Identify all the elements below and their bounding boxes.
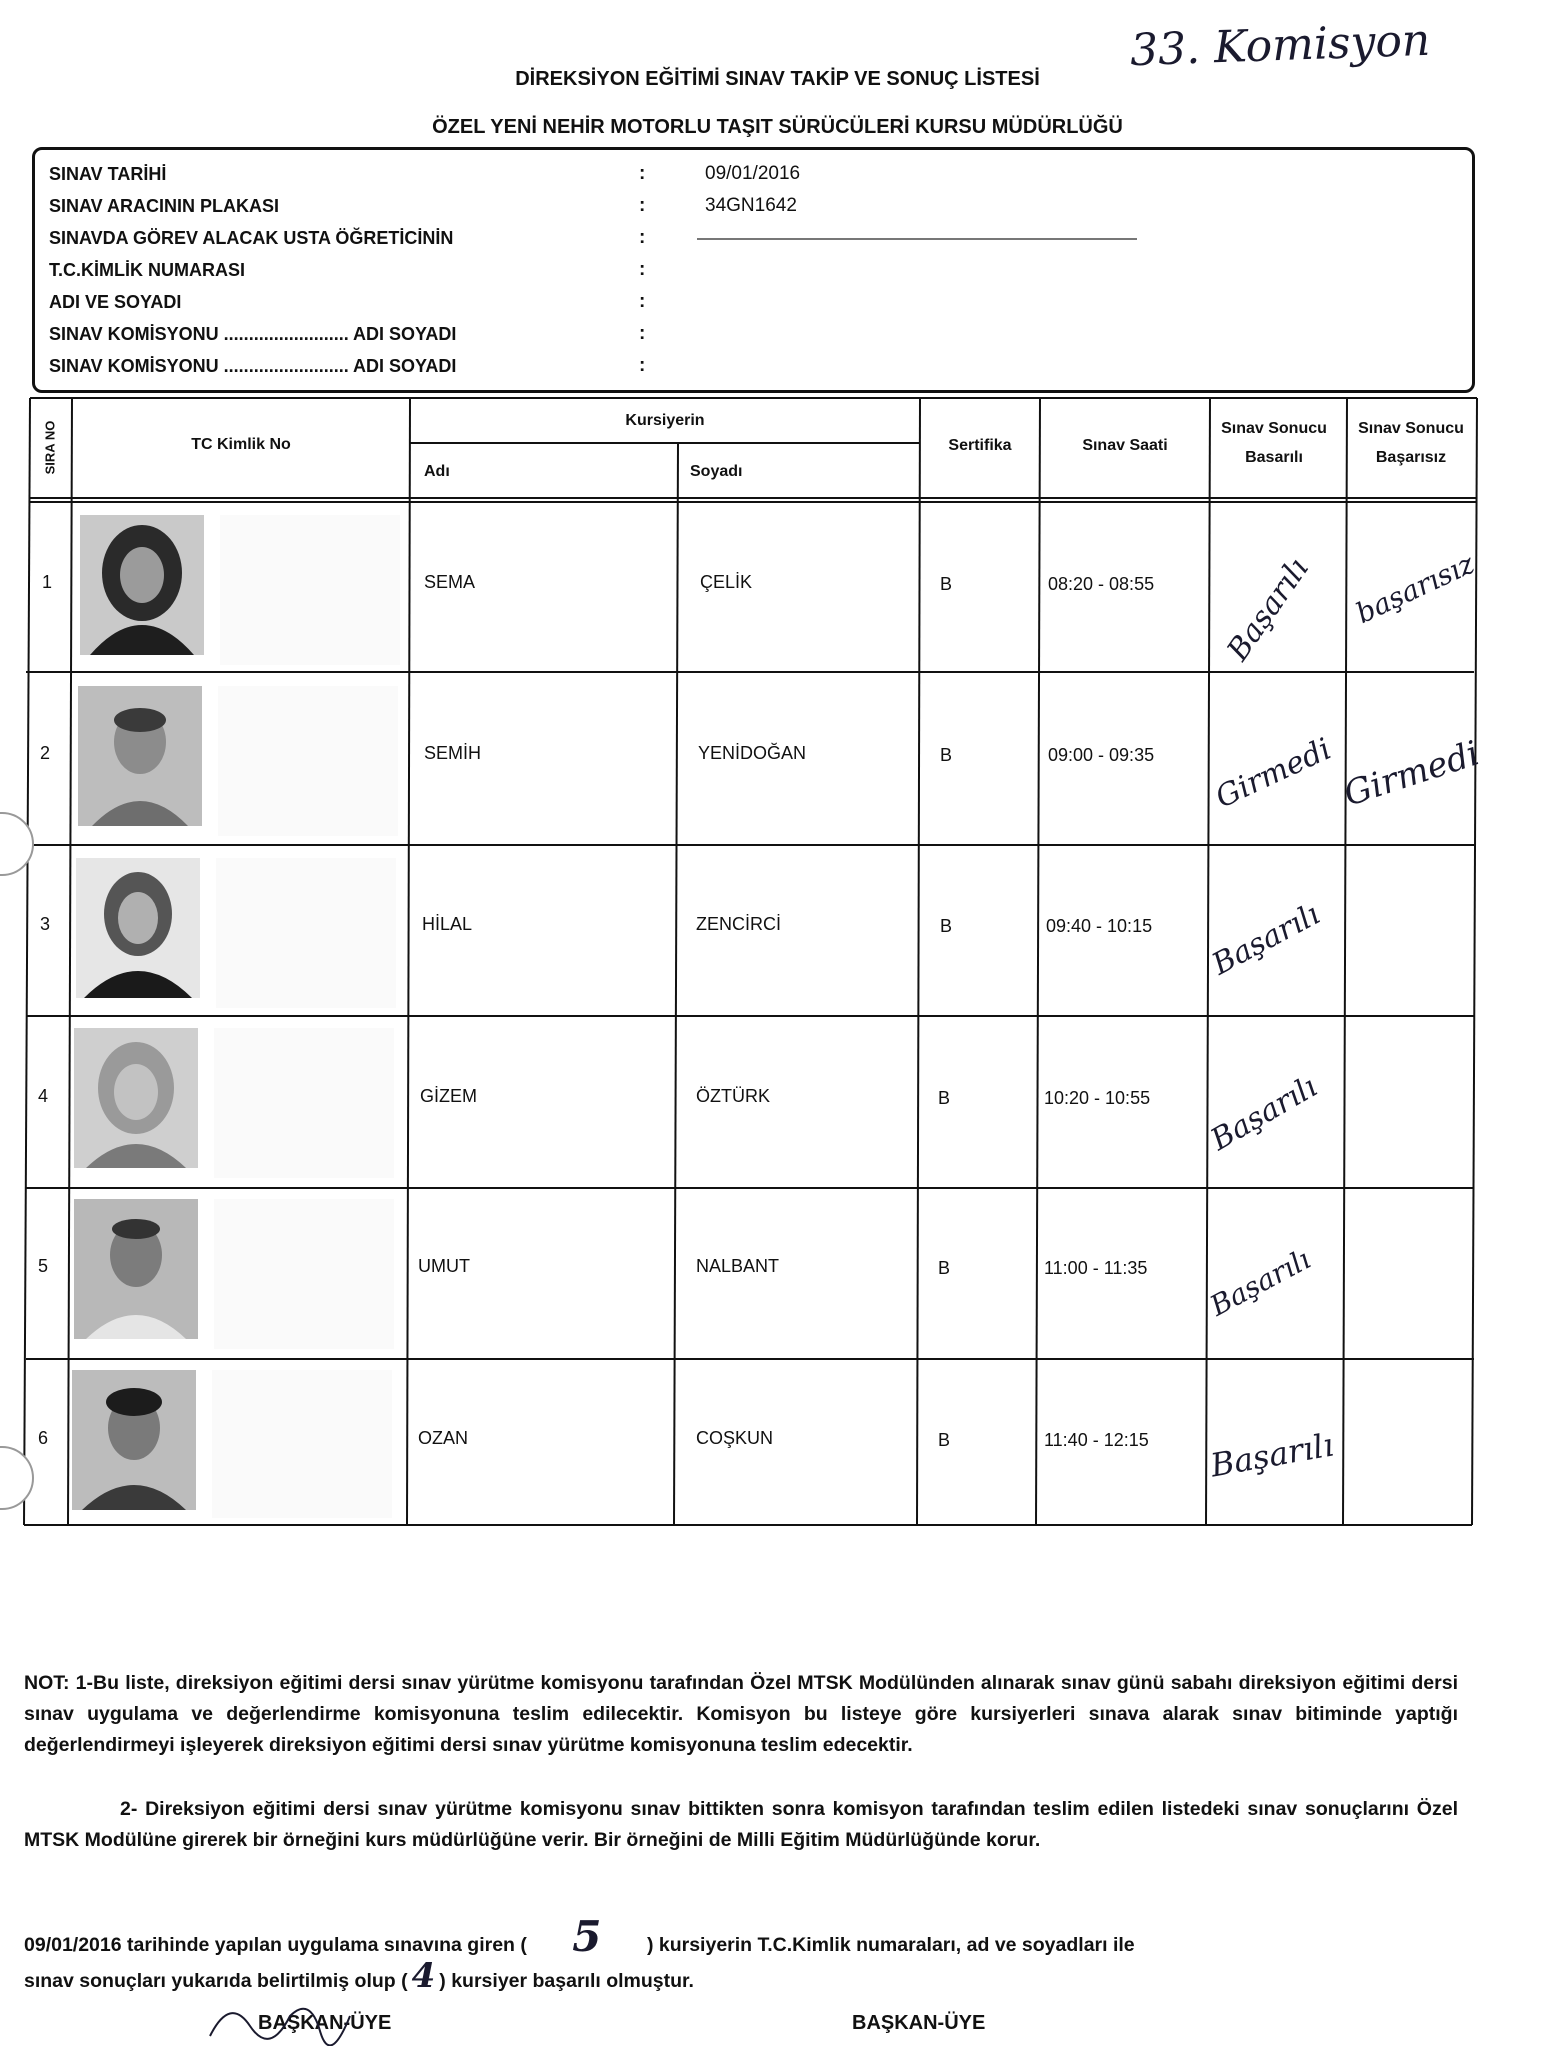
handwritten-result-pass: Başarılı bbox=[1220, 551, 1316, 668]
header-basarisiz: Sınav Sonucu Başarısız bbox=[1358, 420, 1464, 466]
handwritten-commission-note: 33. Komisyon bbox=[1129, 14, 1432, 77]
info-label-exam-date: SINAV TARİHİ bbox=[49, 164, 167, 184]
redacted-tc-number bbox=[214, 1028, 394, 1178]
candidate-first-name: UMUT bbox=[418, 1256, 470, 1276]
handwritten-result-fail: Girmedi bbox=[1339, 733, 1485, 815]
handwritten-result-pass: Başarılı bbox=[1207, 1425, 1337, 1485]
handwritten-result-fail: başarısız bbox=[1350, 546, 1480, 631]
handwritten-passed-count: 4 bbox=[411, 1956, 436, 1996]
certificate-class: B bbox=[938, 1258, 951, 1278]
candidate-first-name: SEMİH bbox=[424, 743, 482, 763]
exam-time: 09:40 - 10:15 bbox=[1046, 916, 1153, 936]
certificate-class: B bbox=[938, 1088, 951, 1108]
note-paragraph-2: 2- Direksiyon eğitimi dersi sınav yürütme komisyonu sınav bittikten sonra komisyon tarafından teslim edilen listedeki sınav sonuçlarını Özel MTSK Modülüne girerek bir örneğini kurs müdürlüğüne verir. Bir örneğini de Milli Eğitim Müdürlüğünde korur. bbox=[24, 1798, 1458, 1851]
handwritten-result-pass: Başarılı bbox=[1204, 1242, 1316, 1323]
info-colon: : bbox=[639, 291, 646, 312]
candidate-photo bbox=[72, 1370, 196, 1510]
header-tc-kimlik: TC Kimlik No bbox=[191, 436, 291, 453]
exam-time: 11:00 - 11:35 bbox=[1044, 1258, 1148, 1278]
info-colon: : bbox=[639, 323, 646, 344]
row-no: 1 bbox=[42, 572, 53, 592]
header-sertifika: Sertifika bbox=[948, 437, 1012, 454]
candidate-first-name: GİZEM bbox=[420, 1086, 477, 1106]
info-label-plate: SINAV ARACININ PLAKASI bbox=[49, 196, 280, 216]
header-kursiyerin: Kursiyerin bbox=[625, 412, 705, 429]
certificate-class: B bbox=[940, 916, 953, 936]
row-no: 4 bbox=[38, 1086, 49, 1106]
info-colon: : bbox=[639, 259, 646, 280]
candidate-last-name: ÖZTÜRK bbox=[696, 1086, 770, 1106]
document-title: DİREKSİYON EĞİTİMİ SINAV TAKİP VE SONUÇ LİSTESİ bbox=[515, 68, 1040, 90]
row-no: 3 bbox=[40, 914, 51, 934]
info-label-tc-no: T.C.KİMLİK NUMARASI bbox=[49, 260, 245, 280]
header-sinav-saati: Sınav Saati bbox=[1082, 437, 1168, 454]
handwritten-result-pass: Girmedi bbox=[1210, 731, 1337, 816]
header-basarili: Sınav Sonucu Basarılı bbox=[1221, 420, 1327, 466]
candidate-photo bbox=[76, 858, 200, 998]
redacted-tc-number bbox=[214, 1199, 394, 1349]
info-colon: : bbox=[639, 195, 646, 216]
summary-part: sınav sonuçları yukarıda belirtilmiş olup ( bbox=[24, 1970, 408, 1992]
candidate-first-name: OZAN bbox=[418, 1428, 469, 1448]
note-paragraph-1: NOT: 1-Bu liste, direksiyon eğitimi dersi sınav yürütme komisyonu tarafından Özel MTSK Modülünden alınarak sınav günü sabahı direksiyon eğitimi dersi sınav uygulama ve değerlendirme komisyonuna teslim edilecektir. Komisyon bu listeye göre kursiyerleri sınava alarak sınav bitiminde yaptığı değerlendirmeyi işleyerek direksiyon eğitimi dersi sınav yürütme komisyonuna teslim edecektir. bbox=[24, 1672, 1458, 1756]
summary-part: 09/01/2016 tarihinde yapılan uygulama sınavına giren ( bbox=[24, 1934, 527, 1956]
handwritten-signature bbox=[200, 1986, 360, 2046]
exam-time: 09:00 - 09:35 bbox=[1048, 745, 1155, 765]
redacted-tc-number bbox=[212, 1370, 392, 1518]
exam-time: 11:40 - 12:15 bbox=[1044, 1430, 1149, 1450]
summary-part: ) kursiyer başarılı olmuştur. bbox=[439, 1970, 694, 1992]
redacted-tc-number bbox=[218, 686, 398, 836]
redacted-tc-number bbox=[216, 858, 396, 1008]
certificate-class: B bbox=[940, 745, 953, 765]
exam-time: 08:20 - 08:55 bbox=[1048, 574, 1155, 594]
document-subtitle: ÖZEL YENİ NEHİR MOTORLU TAŞIT SÜRÜCÜLERİ KURSU MÜDÜRLÜĞÜ bbox=[432, 116, 1123, 138]
header-sira-no: SIRA NO bbox=[42, 420, 58, 475]
info-label-name: ADI VE SOYADI bbox=[49, 292, 182, 312]
handwritten-entered-count: 5 bbox=[572, 1912, 602, 1961]
signature-label-right: BAŞKAN-ÜYE bbox=[852, 2012, 986, 2034]
candidate-first-name: HİLAL bbox=[422, 914, 473, 934]
candidate-last-name: ZENCİRCİ bbox=[696, 914, 781, 934]
candidate-last-name: COŞKUN bbox=[696, 1428, 774, 1448]
header-adi: Adı bbox=[424, 463, 450, 480]
certificate-class: B bbox=[938, 1430, 951, 1450]
exam-time: 10:20 - 10:55 bbox=[1044, 1088, 1151, 1108]
row-no: 2 bbox=[40, 743, 51, 763]
candidate-last-name: YENİDOĞAN bbox=[698, 743, 807, 763]
candidate-last-name: ÇELİK bbox=[700, 572, 753, 592]
row-no: 5 bbox=[38, 1256, 49, 1276]
info-colon: : bbox=[639, 163, 646, 184]
info-value-plate: 34GN1642 bbox=[705, 195, 797, 216]
certificate-class: B bbox=[940, 574, 953, 594]
candidate-last-name: NALBANT bbox=[696, 1256, 780, 1276]
header-soyadi: Soyadı bbox=[690, 463, 743, 480]
summary-part: ) kursiyerin T.C.Kimlik numaraları, ad ve soyadları ile bbox=[646, 1934, 1135, 1956]
info-colon: : bbox=[639, 227, 646, 248]
candidate-photo bbox=[78, 686, 202, 826]
signature-label-left: BAŞKAN-ÜYE bbox=[258, 2012, 392, 2034]
handwritten-result-pass: Başarılı bbox=[1206, 896, 1326, 983]
info-label-instructor: SINAVDA GÖREV ALACAK USTA ÖĞRETİCİNİN bbox=[49, 228, 454, 248]
info-value-exam-date: 09/01/2016 bbox=[705, 163, 801, 184]
candidate-photo bbox=[80, 515, 204, 655]
redacted-tc-number bbox=[220, 515, 400, 665]
candidate-photo bbox=[74, 1199, 198, 1339]
info-colon: : bbox=[639, 355, 646, 376]
handwritten-result-pass: Başarılı bbox=[1205, 1069, 1324, 1158]
candidate-photo bbox=[74, 1028, 198, 1168]
info-label-commission-1: SINAV KOMİSYONU ......................... ADI SOYADI bbox=[49, 324, 457, 344]
row-no: 6 bbox=[38, 1428, 49, 1448]
info-label-commission-2: SINAV KOMİSYONU ......................... ADI SOYADI bbox=[49, 356, 457, 376]
candidate-first-name: SEMA bbox=[424, 572, 476, 592]
